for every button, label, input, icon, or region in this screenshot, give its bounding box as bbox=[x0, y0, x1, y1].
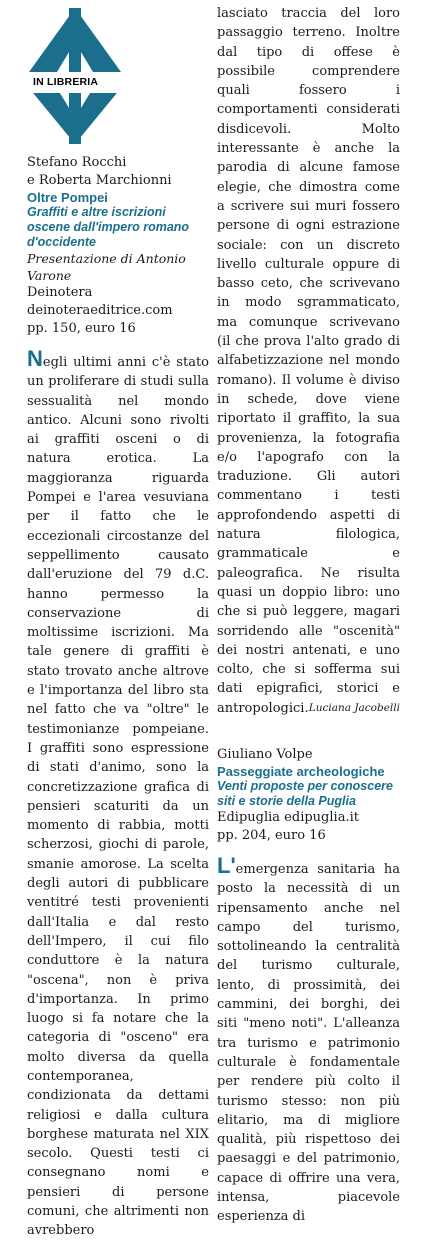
right-column bbox=[217, 0, 400, 1227]
book2-dropcap: L' bbox=[217, 852, 236, 878]
book1-subtitle: Graffiti e altre iscrizioni oscene dall'impero romano d'occidente bbox=[27, 205, 190, 249]
book1-author-line1: Stefano Rocchi bbox=[27, 155, 127, 170]
book1-dropcap: N bbox=[27, 346, 43, 371]
book2-body-text: emergenza sanitaria ha posto la necessità di un ripensamento anche nel campo del turismo, sottolineando la centralità del turismo culturale, lento, di prossimità, dei cammini, dei borghi, dei siti "meno noti". L'alleanza tra turismo e patrimonio culturale è fondamentale per rendere più colto il turismo stesso: non più elitario, ma di migliore qualità, più rispettoso dei paesaggi e del patrimonio, capace di offrire una vera, intensa, piacevole esperienza di bbox=[217, 861, 400, 1225]
book1-pages-price: pp. 150, euro 16 bbox=[27, 321, 136, 336]
book1-body-right bbox=[217, 4, 400, 718]
book2-title: Passeggiate archeologiche bbox=[217, 763, 385, 779]
section-logo bbox=[27, 6, 123, 146]
section-label: IN LIBRERIA bbox=[29, 72, 121, 93]
book1-website: deinoteraeditrice.com bbox=[27, 303, 173, 318]
book1-body-right-text: lasciato traccia del loro passaggio terreno. Inoltre dal tipo di offese è possibile comprendere quali fossero i comportamenti considerati disdicevoli. Molto interessante è anche la parodia di alcune famose elegie, che dimostra come a scrivere sui muri fossero persone di ogni estrazione sociale: con un discreto livello culturale oppure di basso ceto, che scrivevano in modo sgrammaticato, ma comunque scrivevano (il che prova l'alto grado di alfabetizzazione nel mondo romano). Il volume è diviso in schede, dove viene riportato il graffito, la sua provenienza, la fotografia e/o l'apografo con la traduzione. Gli autori commentano i testi approfondendo aspetti di natura filologica, grammaticale e paleografica. Ne risulta quasi un doppio libro: uno che si può leggere, magari sorridendo alle "oscenità" dei nostri antenati, e uno colto, che si sofferma sui dati epigrafici, storici e antropologici. bbox=[217, 6, 400, 716]
book1-publisher: Deinotera bbox=[27, 285, 93, 300]
book2-pages-price: pp. 204, euro 16 bbox=[217, 827, 326, 843]
book2-body bbox=[217, 852, 400, 1227]
book2-publisher: Edipuglia edipuglia.it bbox=[217, 809, 359, 825]
book1-presentation: Presentazione di Antonio Varone bbox=[27, 251, 186, 283]
book1-reviewer: Luciana Jacobelli bbox=[308, 701, 400, 714]
left-column bbox=[27, 0, 209, 1241]
book1-body-left bbox=[27, 346, 209, 1241]
book2-subtitle: Venti proposte per conoscere siti e storie della Puglia bbox=[217, 778, 393, 808]
book1-author-line2: e Roberta Marchionni bbox=[27, 173, 172, 188]
book2-author: Giuliano Volpe bbox=[217, 746, 313, 762]
book1-title: Oltre Pompei bbox=[27, 190, 108, 205]
book1-body-left-text: egli ultimi anni c'è stato un proliferare di studi sulla sessualità nel mondo antico. Alcuni sono rivolti ai graffiti osceni o di natura erotica. La maggioranza riguarda Pompei e l'area vesuviana per il fatto che le eccezionali circostanze del seppellimento causato dall'eruzione del 79 d.C. hanno permesso la conservazione di moltissime iscrizioni. Ma tale genere di graffiti è stato trovato anche altrove e l'importanza del libro sta nel fatto che va "oltre" le testimonianze pompeiane. I graffiti sono espressione di stati d'animo, sono la concretizzazione grafica di pensieri scaturiti da un momento di rabbia, motti scherzosi, giochi di parole, smanie amorose. La scelta degli autori di pubblicare ventitré testi provenienti dall'Italia e dal resto dell'Impero, il cui filo conduttore è la natura "oscena", non è priva d'importanza. In primo luogo si fa notare che la categoria di "osceno" era molto diversa da quella contemporanea, condizionata da dettami religiosi e dalla cultura borghese maturata nel XIX secolo. Questi testi ci consegnano nomi e pensieri di persone comuni, che altrimenti non avrebbero bbox=[27, 355, 209, 1239]
book2-header bbox=[217, 746, 400, 845]
book1-header bbox=[27, 154, 209, 338]
